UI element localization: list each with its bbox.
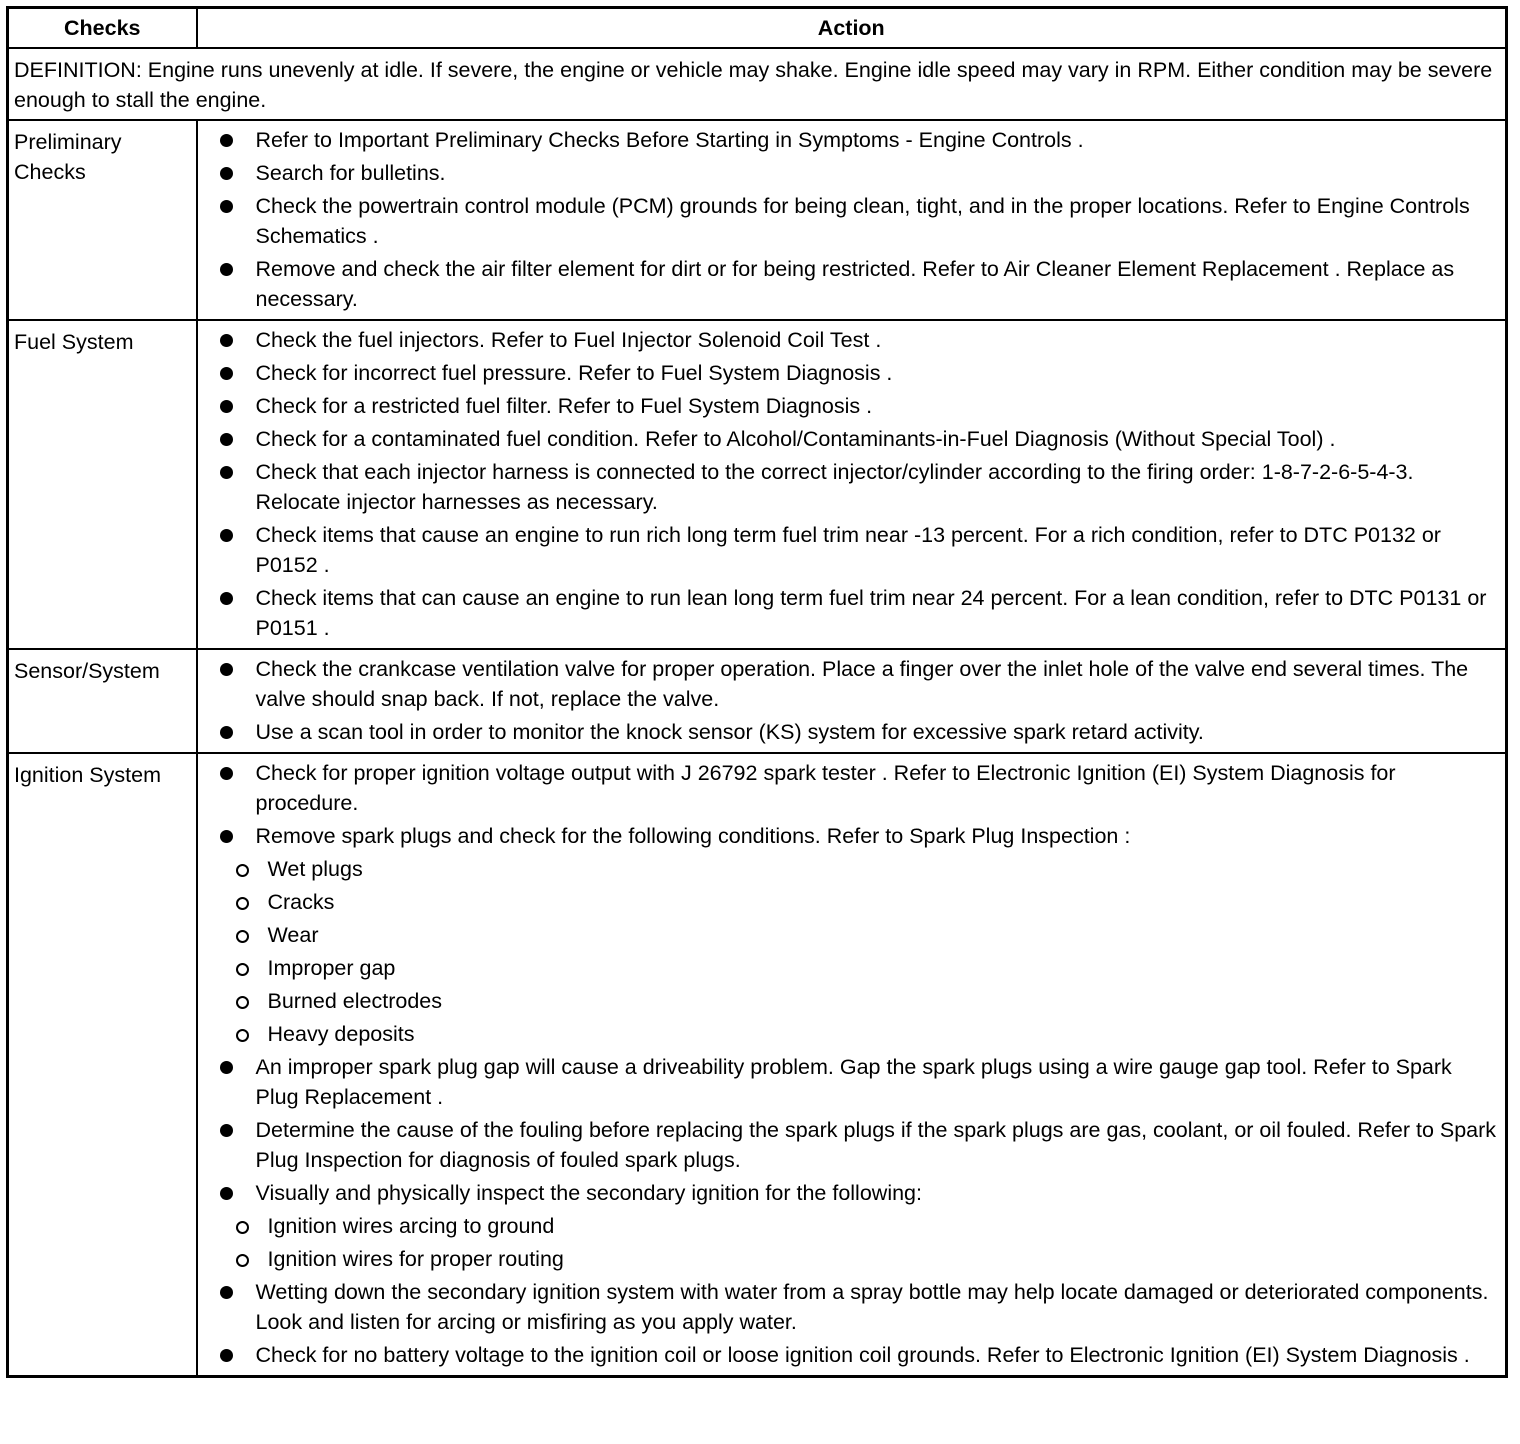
action-list [218, 325, 1500, 643]
list-item: Remove spark plugs and check for the following conditions. Refer to Spark Plug Inspection : Wet plugs Cracks Wear Improper gap Burned electrodes Heavy deposits [218, 821, 1500, 1049]
sub-list-item: Ignition wires for proper routing [218, 1244, 1500, 1274]
table-row [8, 320, 1507, 649]
check-label: Preliminary Checks [8, 120, 197, 320]
list-item: Check for incorrect fuel pressure. Refer to Fuel System Diagnosis . [218, 358, 1500, 388]
list-item: Check items that cause an engine to run rich long term fuel trim near -13 percent. For a rich condition, refer to DTC P0132 or P0152 . [218, 520, 1500, 580]
list-item: Wetting down the secondary ignition system with water from a spray bottle may help locate damaged or deteriorated components. Look and listen for arcing or misfiring as you apply water. [218, 1277, 1500, 1337]
list-item: Check that each injector harness is connected to the correct injector/cylinder according to the firing order: 1-8-7-2-6-5-4-3. Relocate injector harnesses as necessary. [218, 457, 1500, 517]
bullet-icon [220, 1187, 233, 1200]
list-item: An improper spark plug gap will cause a driveability problem. Gap the spark plugs using a wire gauge gap tool. Refer to Spark Plug Replacement . [218, 1052, 1500, 1112]
list-item: Check for a contaminated fuel condition. Refer to Alcohol/Contaminants-in-Fuel Diagnosis (Without Special Tool) . [218, 424, 1500, 454]
bullet-icon [220, 167, 233, 180]
header-action: Action [197, 8, 1507, 49]
circle-bullet-icon [236, 1029, 249, 1042]
definition-row [8, 48, 1507, 120]
sub-list-item: Wet plugs [218, 854, 1500, 884]
bullet-icon [220, 367, 233, 380]
header-checks: Checks [8, 8, 197, 49]
list-item: Check for a restricted fuel filter. Refer to Fuel System Diagnosis . [218, 391, 1500, 421]
list-item: Check items that can cause an engine to run lean long term fuel trim near 24 percent. For a lean condition, refer to DTC P0131 or P0151 . [218, 583, 1500, 643]
circle-bullet-icon [236, 963, 249, 976]
bullet-icon [220, 726, 233, 739]
list-item: Refer to Important Preliminary Checks Before Starting in Symptoms - Engine Controls . [218, 125, 1500, 155]
bullet-icon [220, 466, 233, 479]
bullet-icon [220, 263, 233, 276]
list-item: Check the fuel injectors. Refer to Fuel Injector Solenoid Coil Test . [218, 325, 1500, 355]
bullet-icon [220, 433, 233, 446]
sub-list-item: Wear [218, 920, 1500, 950]
sub-list-item: Cracks [218, 887, 1500, 917]
action-list [218, 125, 1500, 314]
header-row [8, 8, 1507, 49]
list-item: Remove and check the air filter element for dirt or for being restricted. Refer to Air Cleaner Element Replacement . Replace as necessary. [218, 254, 1500, 314]
bullet-icon [220, 334, 233, 347]
list-item: Determine the cause of the fouling before replacing the spark plugs if the spark plugs are gas, coolant, or oil fouled. Refer to Spark Plug Inspection for diagnosis of fouled spark plugs. [218, 1115, 1500, 1175]
circle-bullet-icon [236, 864, 249, 877]
table-row [8, 649, 1507, 753]
circle-bullet-icon [236, 897, 249, 910]
sub-list-item: Ignition wires arcing to ground [218, 1211, 1500, 1241]
definition-text: DEFINITION: Engine runs unevenly at idle. If severe, the engine or vehicle may shake. Engine idle speed may vary in RPM. Either condition may be severe enough to stall the engine. [8, 48, 1507, 120]
bullet-icon [220, 1349, 233, 1362]
check-label: Fuel System [8, 320, 197, 649]
sub-list-item: Improper gap [218, 953, 1500, 983]
circle-bullet-icon [236, 930, 249, 943]
action-list [218, 654, 1500, 747]
bullet-icon [220, 1124, 233, 1137]
list-item: Check for no battery voltage to the ignition coil or loose ignition coil grounds. Refer to Electronic Ignition (EI) System Diagnosis . [218, 1340, 1500, 1370]
list-item: Use a scan tool in order to monitor the knock sensor (KS) system for excessive spark retard activity. [218, 717, 1500, 747]
table-row [8, 120, 1507, 320]
bullet-icon [220, 529, 233, 542]
list-item: Check the powertrain control module (PCM) grounds for being clean, tight, and in the proper locations. Refer to Engine Controls Schematics . [218, 191, 1500, 251]
list-item: Check the crankcase ventilation valve for proper operation. Place a finger over the inlet hole of the valve end several times. The valve should snap back. If not, replace the valve. [218, 654, 1500, 714]
bullet-icon [220, 767, 233, 780]
secondary-checks-list [256, 1211, 1500, 1274]
sub-list-item: Burned electrodes [218, 986, 1500, 1016]
action-list [218, 758, 1500, 1370]
diagnostic-table [6, 6, 1508, 1378]
sub-list-item: Heavy deposits [218, 1019, 1500, 1049]
list-item: Visually and physically inspect the secondary ignition for the following: Ignition wires arcing to ground Ignition wires for proper routing [218, 1178, 1500, 1274]
list-item: Check for proper ignition voltage output with J 26792 spark tester . Refer to Electronic Ignition (EI) System Diagnosis for procedure. [218, 758, 1500, 818]
plug-conditions-list [256, 854, 1500, 1049]
bullet-icon [220, 1286, 233, 1299]
bullet-icon [220, 134, 233, 147]
action-cell [197, 753, 1507, 1377]
check-label: Sensor/System [8, 649, 197, 753]
circle-bullet-icon [236, 1254, 249, 1267]
action-cell [197, 120, 1507, 320]
bullet-icon [220, 663, 233, 676]
circle-bullet-icon [236, 1221, 249, 1234]
bullet-icon [220, 1061, 233, 1074]
action-cell [197, 649, 1507, 753]
list-item: Search for bulletins. [218, 158, 1500, 188]
check-label: Ignition System [8, 753, 197, 1377]
bullet-icon [220, 400, 233, 413]
circle-bullet-icon [236, 996, 249, 1009]
action-cell [197, 320, 1507, 649]
bullet-icon [220, 200, 233, 213]
bullet-icon [220, 592, 233, 605]
bullet-icon [220, 830, 233, 843]
table-row [8, 753, 1507, 1377]
